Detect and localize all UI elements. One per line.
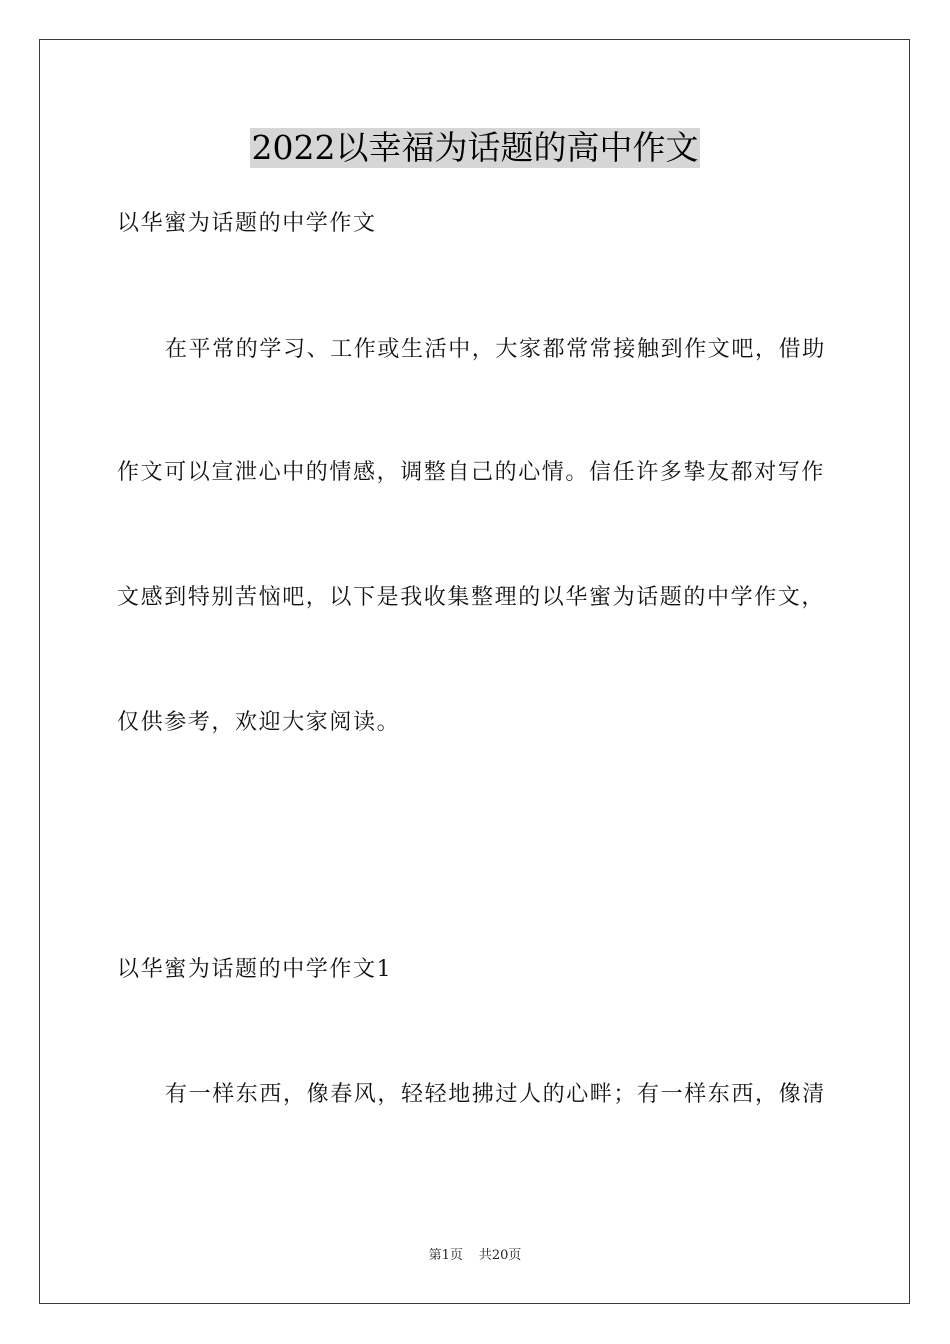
document-title: 2022以幸福为话题的高中作文: [251, 128, 699, 167]
section-line-1: 有一样东西，像春风，轻轻地拂过人的心畔；有一样东西，像清: [165, 1082, 826, 1107]
intro-line-3: 文感到特别苦恼吧，以下是我收集整理的以华蜜为话题的中学作文，: [117, 585, 826, 610]
document-subtitle: 以华蜜为话题的中学作文: [117, 211, 377, 236]
title-wrapper: [0, 128, 950, 168]
intro-line-2: 作文可以宣泄心中的情感，调整自己的心情。信任许多挚友都对写作: [117, 460, 826, 485]
page-total: 共20页: [478, 1248, 522, 1263]
section-heading: 以华蜜为话题的中学作文1: [117, 957, 393, 982]
intro-line-4: 仅供参考，欢迎大家阅读。: [117, 710, 401, 735]
intro-line-1: 在平常的学习、工作或生活中，大家都常常接触到作文吧，借助: [165, 337, 826, 362]
page-footer: [0, 1247, 950, 1265]
page-number: 第1页: [428, 1248, 463, 1263]
